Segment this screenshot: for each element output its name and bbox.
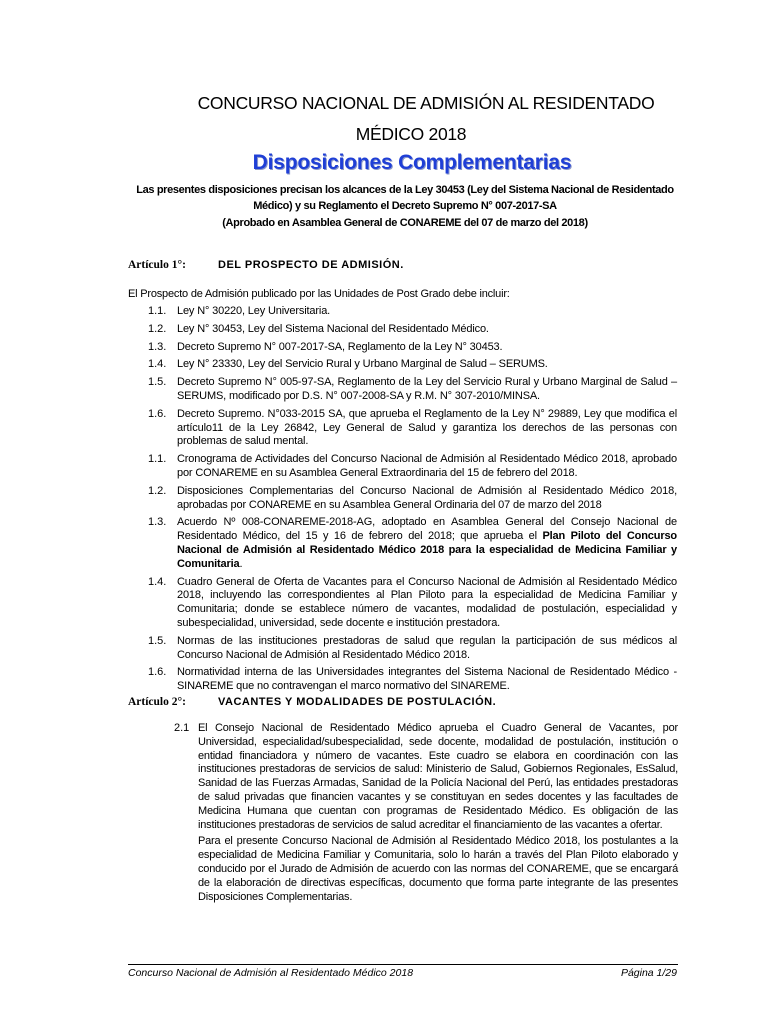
item-text: Normatividad interna de las Universidades integrantes del Sistema Nacional de Residentado Médico - SINAREME que no contravengan el marco normativo del SINAREME. bbox=[177, 666, 677, 693]
article-2-label: Artículo 2°: bbox=[128, 696, 186, 708]
list-item bbox=[148, 576, 677, 631]
item-number: 1.4. bbox=[148, 358, 167, 371]
item-text-bold: Plan Piloto del Concurso Nacional de Admisión al Residentado Médico 2018 para la especialidad de Medicina Familiar y Comunitaria bbox=[177, 530, 677, 570]
article-1-intro: El Prospecto de Admisión publicado por las Unidades de Post Grado debe incluir: bbox=[128, 288, 510, 300]
item-text: Ley N° 30220, Ley Universitaria. bbox=[177, 305, 331, 317]
article-1-label: Artículo 1°: bbox=[128, 259, 186, 271]
item-text: Decreto Supremo N° 005-97-SA, Reglamento de la Ley del Servicio Rural y Urbano Marginal de Salud – SERUMS, modificado por D.S. N° 007-2008-SA y R.M. N° 307-2010/MINSA. bbox=[177, 376, 677, 402]
item-text: Ley N° 23330, Ley del Servicio Rural y Urbano Marginal de Salud – SERUMS. bbox=[177, 358, 548, 371]
footer-page-number: Página 1/29 bbox=[620, 967, 677, 979]
footer-divider bbox=[128, 964, 678, 965]
list-item bbox=[148, 485, 677, 513]
section-paragraph: Para el presente Concurso Nacional de Admisión al Residentado Médico 2018, los postulantes a la especialidad de Medicina Familiar y Comunitaria, solo lo harán a través del Plan Piloto elaborado y conducido por el Jurado de Admisión de acuerdo con las normas del CONAREME, que se encargará de la elaboración de directivas específicas, documento que forma parte integrante de las presentes Disposiciones Complementarias. bbox=[198, 835, 678, 903]
list-item bbox=[148, 341, 677, 355]
list-item bbox=[148, 516, 677, 571]
approval-note: (Aprobado en Asamblea General de CONAREME del 07 de marzo del 2018) bbox=[222, 217, 588, 229]
footer-document-name: Concurso Nacional de Admisión al Residentado Médico 2018 bbox=[128, 967, 414, 979]
article-1-heading bbox=[128, 259, 404, 271]
article-1-list bbox=[148, 305, 677, 698]
article-2-heading bbox=[128, 696, 496, 708]
list-item bbox=[148, 666, 677, 694]
item-text: Ley N° 30453, Ley del Sistema Nacional del Residentado Médico. bbox=[177, 322, 489, 335]
item-text: Disposiciones Complementarias del Concurso Nacional de Admisión al Residentado Médico 2018, aprobadas por CONAREME en su Asamblea General Ordinaria del 07 de marzo del 2018 bbox=[177, 484, 677, 511]
item-text: Cronograma de Actividades del Concurso Nacional de Admisión al Residentado Médico 2018, aprobado por CONAREME en su Asamblea General Extraordinaria del 15 de febrero del 2018. bbox=[177, 453, 677, 479]
item-number: 1.5. bbox=[148, 634, 167, 647]
article-2-title: VACANTES Y MODALIDADES DE POSTULACIÓN. bbox=[218, 696, 497, 708]
item-number: 1.3. bbox=[148, 340, 167, 353]
section-2-1 bbox=[174, 722, 678, 904]
section-text: El Consejo Nacional de Residentado Médico aprueba el Cuadro General de Vacantes, por Universidad, especialidad/subespecialidad, sede docente, modalidad de postulación, institución o entidad financiadora y número de vacantes. Este cuadro se elabora en coordinación con las instituciones prestadoras de servicios de salud: Ministerio de Salud, Gobiernos Regionales, EsSalud, Sanidad de las Fuerzas Armadas, Sanidad de la Policía Nacional del Perú, las entidades prestadoras de salud privadas que financien vacantes y se constituyan en sedes docentes y las facultades de Medicina Humana que cuentan con programas de Residentado Médico. Es obligación de las instituciones prestadoras de servicios de salud acreditar el financiamiento de las vacantes a ofertar. bbox=[198, 722, 678, 831]
item-number: 1.5. bbox=[148, 376, 167, 389]
item-number: 1.1. bbox=[148, 305, 167, 317]
document-subtitle: Disposiciones Complementarias bbox=[252, 151, 572, 174]
item-number: 1.6. bbox=[148, 666, 167, 679]
item-text-tail: . bbox=[239, 557, 243, 570]
item-text: Decreto Supremo N° 007-2017-SA, Reglamento de la Ley N° 30453. bbox=[177, 340, 503, 353]
list-item bbox=[148, 453, 677, 481]
item-text: Decreto Supremo. N°033-2015 SA, que aprueba el Reglamento de la Ley N° 29889, Ley que modifica el artículo11 de la Ley 26842, Ley General de Salud y garantiza los derechos de las personas con problemas de salud mental. bbox=[177, 407, 677, 448]
list-item bbox=[148, 323, 677, 337]
section-number: 2.1 bbox=[174, 722, 190, 734]
document-title-line1: CONCURSO NACIONAL DE ADMISIÓN AL RESIDENTADO bbox=[197, 93, 655, 113]
item-number: 1.6. bbox=[148, 407, 167, 420]
item-number: 1.2. bbox=[148, 322, 167, 335]
list-item bbox=[148, 358, 677, 372]
list-item bbox=[148, 408, 677, 449]
item-text-plain: Acuerdo Nº 008-CONAREME-2018-AG, adoptado en Asamblea General del Consejo Nacional de Residentado Médico, del 15 y 16 de febrero del 2018; que aprueba el bbox=[177, 516, 677, 543]
item-text: Cuadro General de Oferta de Vacantes para el Concurso Nacional de Admisión al Residentado Médico 2018, incluyendo las correspondientes al Plan Piloto para la especialidad de Medicina Familiar y Comunitaria; donde se establece número de vacantes, modalidad de postulación, especialidad y subespecialidad, universidad, sede docente e institución prestadora. bbox=[177, 575, 677, 629]
item-text bbox=[177, 516, 677, 571]
article-1-title: DEL PROSPECTO DE ADMISIÓN. bbox=[218, 259, 404, 271]
item-number: 1.2. bbox=[148, 484, 167, 497]
list-item bbox=[148, 635, 677, 663]
document-title-line2: MÉDICO 2018 bbox=[355, 124, 467, 144]
item-text: Normas de las instituciones prestadoras de salud que regulan la participación de sus médicos al Concurso Nacional de Admisión al Residentado Médico 2018. bbox=[177, 634, 677, 661]
intro-statement: Las presentes disposiciones precisan los alcances de la Ley 30453 (Ley del Sistema Nacional de Residentado Médico) y su Reglamento el Decreto Supremo N° 007-2017-SA bbox=[136, 184, 674, 212]
item-number: 1.4. bbox=[148, 575, 167, 588]
item-number: 1.1. bbox=[148, 453, 167, 466]
list-item bbox=[148, 305, 677, 319]
item-number: 1.3. bbox=[148, 516, 167, 529]
list-item bbox=[148, 376, 677, 404]
